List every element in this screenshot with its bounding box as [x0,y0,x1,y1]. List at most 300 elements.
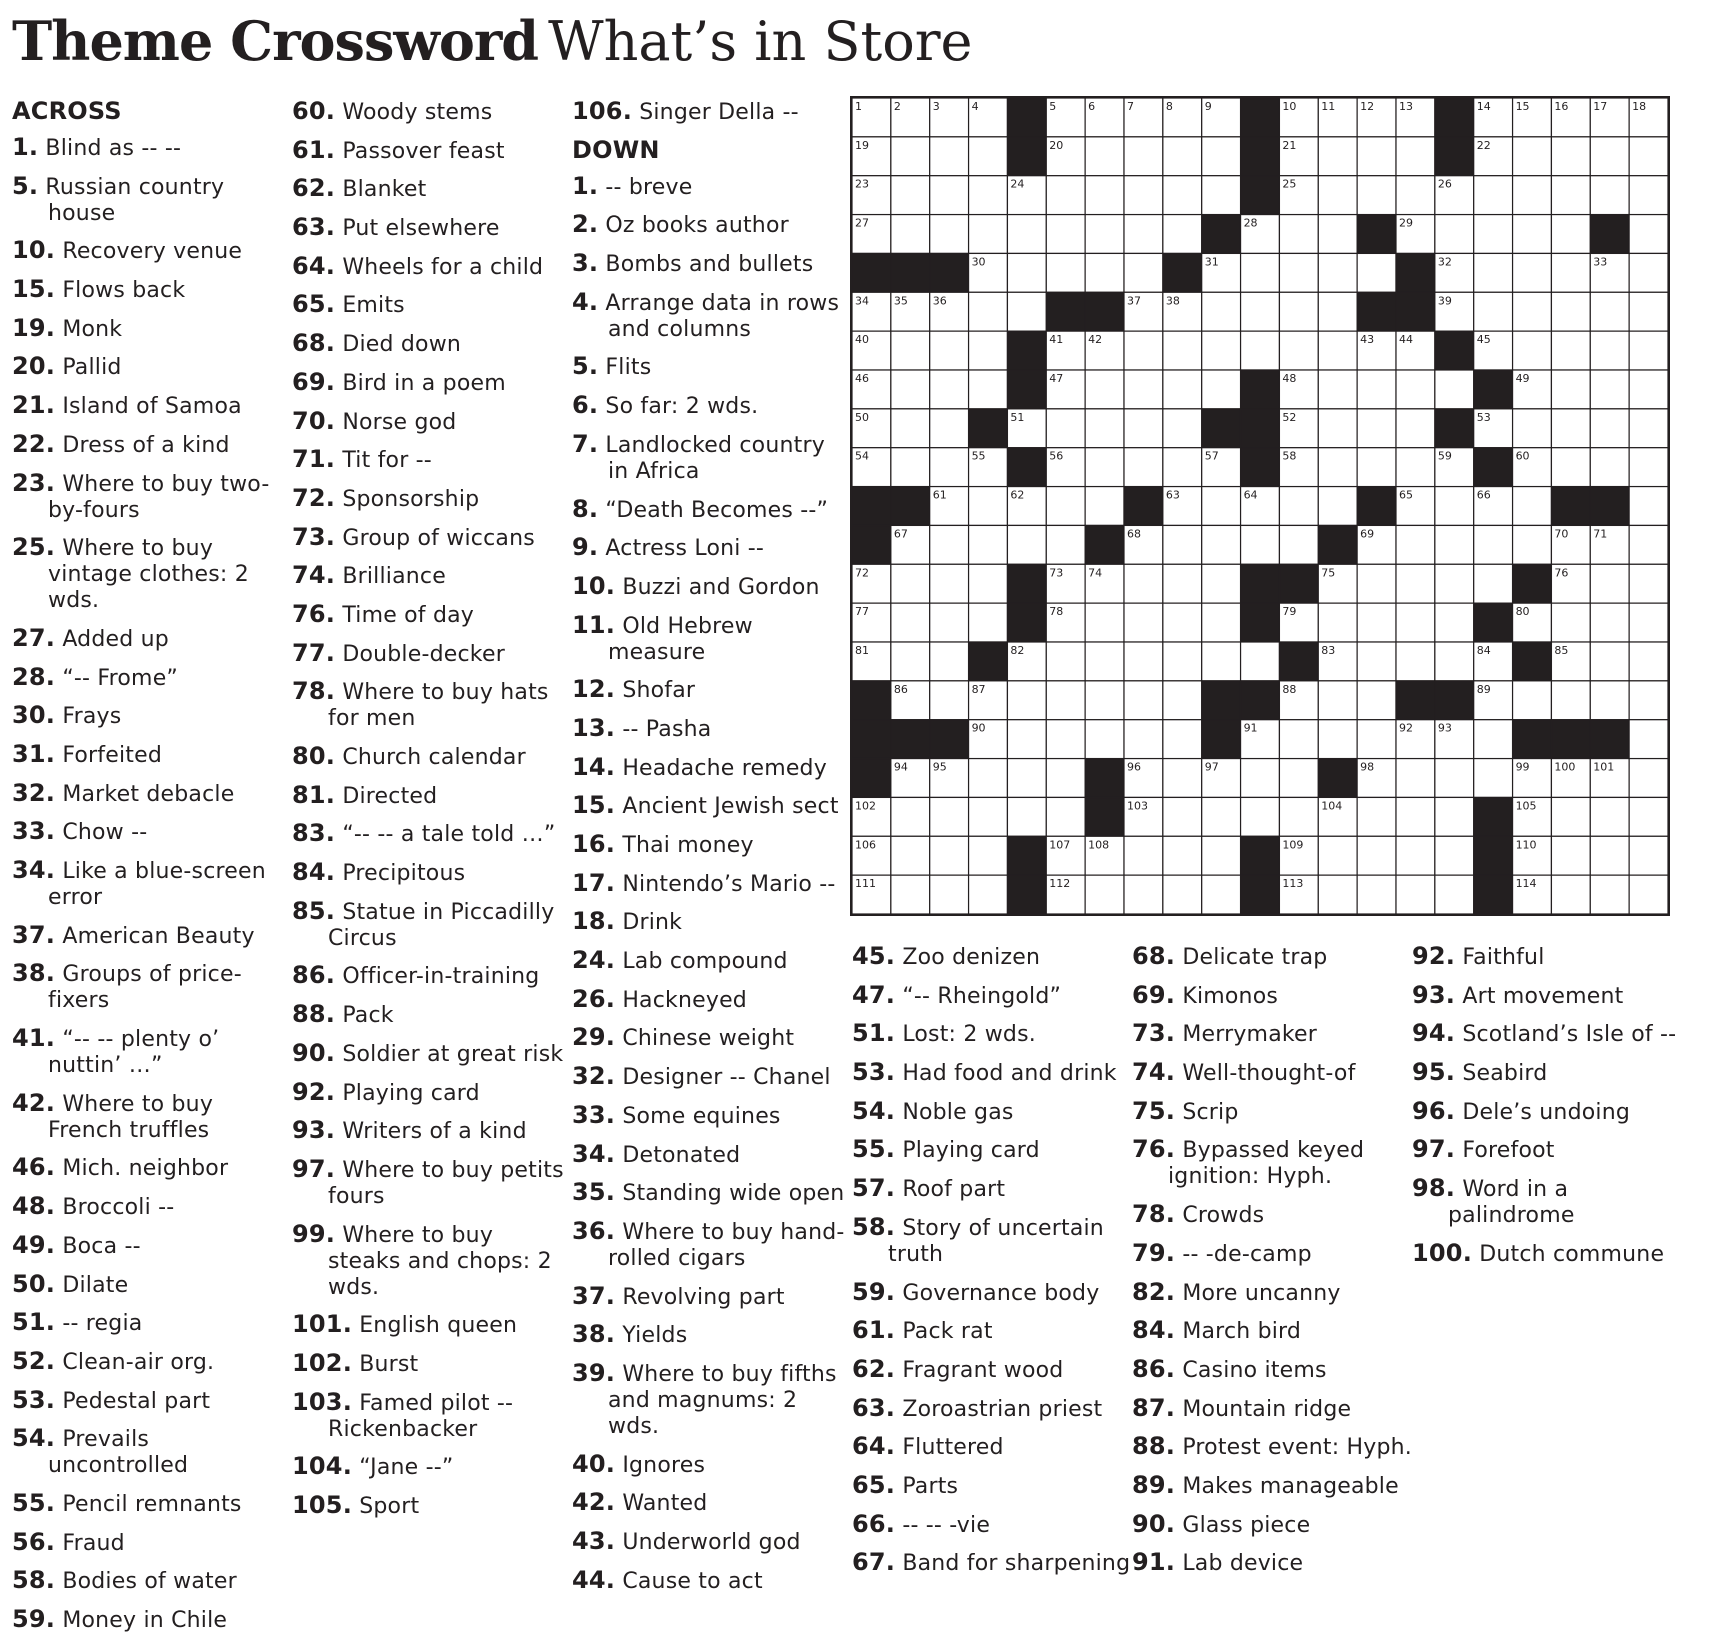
grid-cell[interactable] [1629,525,1668,564]
across-clue[interactable] [12,1271,292,1299]
grid-cell[interactable] [1085,720,1124,759]
down-clue[interactable] [572,1141,852,1169]
grid-cell[interactable] [1629,487,1668,526]
grid-cell[interactable] [1124,642,1163,681]
across-clue[interactable] [12,237,292,265]
grid-cell[interactable] [1124,681,1163,720]
grid-cell[interactable] [1241,292,1280,331]
across-clue[interactable] [12,173,292,227]
down-clue[interactable] [572,289,852,343]
across-clue[interactable] [12,1387,292,1415]
grid-cell[interactable] [1357,875,1396,914]
grid-cell[interactable] [1435,759,1474,798]
grid-cell[interactable] [1279,797,1318,836]
grid-cell[interactable] [1318,176,1357,215]
across-clue[interactable] [292,330,572,358]
down-clue[interactable] [852,1279,1132,1307]
grid-cell[interactable] [1202,797,1241,836]
grid-cell[interactable] [1085,448,1124,487]
grid-cell[interactable] [1202,642,1241,681]
grid-cell[interactable] [1435,875,1474,914]
grid-cell[interactable] [1124,176,1163,215]
grid-cell[interactable] [1551,797,1590,836]
grid-cell[interactable] [1124,137,1163,176]
grid-cell[interactable] [1629,409,1668,448]
across-clue[interactable] [292,782,572,810]
grid-cell[interactable] [1629,681,1668,720]
down-clue[interactable] [1412,1098,1692,1126]
across-clue[interactable] [12,1154,292,1182]
down-clue[interactable] [572,431,852,485]
down-clue[interactable] [572,986,852,1014]
grid-cell[interactable] [1279,720,1318,759]
down-clue[interactable] [852,1549,1132,1577]
across-clue[interactable] [292,743,572,771]
grid-cell[interactable] [1551,448,1590,487]
grid-cell[interactable] [1318,603,1357,642]
grid-cell[interactable] [1590,292,1629,331]
down-clue[interactable] [572,353,852,381]
grid-cell[interactable] [1279,215,1318,254]
down-clue[interactable] [572,612,852,666]
down-clue[interactable] [572,1179,852,1207]
grid-cell[interactable] [1046,487,1085,526]
grid-cell[interactable] [1007,720,1046,759]
grid-cell[interactable] [891,448,930,487]
grid-cell[interactable] [1474,564,1513,603]
grid-cell[interactable] [1357,137,1396,176]
grid-cell[interactable] [1318,370,1357,409]
grid-cell[interactable] [1357,836,1396,875]
grid-cell[interactable] [1124,215,1163,254]
grid-cell[interactable] [1163,448,1202,487]
grid-cell[interactable] [969,215,1008,254]
across-clue[interactable] [292,898,572,952]
down-clue[interactable] [852,1472,1132,1500]
grid-cell[interactable] [1357,564,1396,603]
grid-cell[interactable] [1085,487,1124,526]
grid-cell[interactable] [1163,176,1202,215]
grid-cell[interactable] [891,797,930,836]
grid-cell[interactable] [1163,409,1202,448]
across-clue[interactable] [292,640,572,668]
grid-cell[interactable] [1202,137,1241,176]
grid-cell[interactable] [1202,603,1241,642]
crossword-grid-svg[interactable] [852,98,1668,914]
across-clue[interactable] [12,315,292,343]
grid-cell[interactable] [1396,176,1435,215]
down-clue[interactable] [1132,1356,1412,1384]
grid-cell[interactable] [1513,176,1552,215]
across-clue[interactable] [12,1232,292,1260]
grid-cell[interactable] [1513,137,1552,176]
down-clue[interactable] [572,1567,852,1595]
across-clue[interactable] [292,962,572,990]
down-clue[interactable] [572,1360,852,1440]
grid-cell[interactable] [1124,253,1163,292]
down-clue[interactable] [1412,943,1692,971]
grid-cell[interactable] [1163,525,1202,564]
grid-cell[interactable] [1629,215,1668,254]
down-clue[interactable] [852,1511,1132,1539]
grid-cell[interactable] [1202,292,1241,331]
grid-cell[interactable] [1629,759,1668,798]
grid-cell[interactable] [1357,681,1396,720]
grid-cell[interactable] [1279,759,1318,798]
across-clue[interactable] [292,485,572,513]
down-clue[interactable] [852,1214,1132,1268]
grid-cell[interactable] [1396,642,1435,681]
across-clue[interactable] [572,98,852,126]
down-clue[interactable] [1132,1059,1412,1087]
grid-cell[interactable] [1396,409,1435,448]
grid-cell[interactable] [1551,836,1590,875]
grid-cell[interactable] [1241,253,1280,292]
grid-cell[interactable] [1435,642,1474,681]
grid-cell[interactable] [1085,215,1124,254]
grid-cell[interactable] [1629,875,1668,914]
grid-cell[interactable] [1590,137,1629,176]
grid-cell[interactable] [1396,448,1435,487]
grid-cell[interactable] [1551,370,1590,409]
across-clue[interactable] [292,859,572,887]
grid-cell[interactable] [1629,253,1668,292]
down-clue[interactable] [852,1059,1132,1087]
grid-cell[interactable] [930,525,969,564]
down-clue[interactable] [572,1321,852,1349]
across-clue[interactable] [12,922,292,950]
grid-cell[interactable] [1085,137,1124,176]
across-clue[interactable] [292,1221,572,1301]
grid-cell[interactable] [930,215,969,254]
grid-cell[interactable] [891,176,930,215]
down-clue[interactable] [572,831,852,859]
grid-cell[interactable] [969,370,1008,409]
grid-cell[interactable] [1124,836,1163,875]
grid-cell[interactable] [1085,370,1124,409]
down-clue[interactable] [852,1020,1132,1048]
grid-cell[interactable] [1590,331,1629,370]
grid-cell[interactable] [1007,253,1046,292]
grid-cell[interactable] [1202,487,1241,526]
down-clue[interactable] [852,1433,1132,1461]
grid-cell[interactable] [930,176,969,215]
grid-cell[interactable] [1551,331,1590,370]
grid-cell[interactable] [1007,797,1046,836]
down-clue[interactable] [572,1218,852,1272]
down-clue[interactable] [1132,1472,1412,1500]
grid-cell[interactable] [1357,448,1396,487]
grid-cell[interactable] [891,331,930,370]
across-clue[interactable] [292,524,572,552]
grid-cell[interactable] [1629,564,1668,603]
grid-cell[interactable] [1318,137,1357,176]
down-clue[interactable] [572,792,852,820]
grid-cell[interactable] [1202,875,1241,914]
across-clue[interactable] [292,408,572,436]
grid-cell[interactable] [1124,331,1163,370]
across-clue[interactable] [12,276,292,304]
grid-cell[interactable] [1513,525,1552,564]
grid-cell[interactable] [1629,331,1668,370]
grid-cell[interactable] [1124,409,1163,448]
across-clue[interactable] [12,1309,292,1337]
grid-cell[interactable] [1629,370,1668,409]
across-clue[interactable] [292,1156,572,1210]
across-clue[interactable] [292,1040,572,1068]
grid-cell[interactable] [930,797,969,836]
across-clue[interactable] [292,1350,572,1378]
grid-cell[interactable] [1551,176,1590,215]
across-clue[interactable] [292,137,572,165]
down-clue[interactable] [572,1489,852,1517]
down-clue[interactable] [572,754,852,782]
across-clue[interactable] [12,857,292,911]
grid-cell[interactable] [969,875,1008,914]
grid-cell[interactable] [1124,448,1163,487]
across-clue[interactable] [12,1090,292,1144]
grid-cell[interactable] [1551,409,1590,448]
grid-cell[interactable] [1551,215,1590,254]
grid-cell[interactable] [1085,409,1124,448]
down-clue[interactable] [572,173,852,201]
grid-cell[interactable] [1551,681,1590,720]
grid-cell[interactable] [969,603,1008,642]
grid-cell[interactable] [1435,603,1474,642]
grid-cell[interactable] [1590,176,1629,215]
grid-cell[interactable] [1551,137,1590,176]
down-clue[interactable] [572,715,852,743]
grid-cell[interactable] [1007,681,1046,720]
down-clue[interactable] [572,1024,852,1052]
across-clue[interactable] [292,369,572,397]
grid-cell[interactable] [1046,176,1085,215]
across-clue[interactable] [292,1492,572,1520]
grid-cell[interactable] [1124,720,1163,759]
grid-cell[interactable] [1629,603,1668,642]
down-clue[interactable] [852,943,1132,971]
grid-cell[interactable] [1357,642,1396,681]
grid-cell[interactable] [1590,603,1629,642]
grid-cell[interactable] [1202,370,1241,409]
grid-cell[interactable] [1318,331,1357,370]
grid-cell[interactable] [1241,525,1280,564]
down-clue[interactable] [1132,1136,1412,1190]
down-clue[interactable] [572,947,852,975]
across-clue[interactable] [292,253,572,281]
grid-cell[interactable] [1046,409,1085,448]
grid-cell[interactable] [1590,370,1629,409]
grid-cell[interactable] [1551,875,1590,914]
across-clue[interactable] [292,1389,572,1443]
grid-cell[interactable] [1396,836,1435,875]
grid-cell[interactable] [1318,253,1357,292]
down-clue[interactable] [1132,1240,1412,1268]
grid-cell[interactable] [930,370,969,409]
down-clue[interactable] [1412,1020,1692,1048]
across-clue[interactable] [292,1453,572,1481]
across-clue[interactable] [12,1025,292,1079]
grid-cell[interactable] [1435,836,1474,875]
grid-cell[interactable] [1590,681,1629,720]
grid-cell[interactable] [1396,525,1435,564]
grid-cell[interactable] [1163,759,1202,798]
grid-cell[interactable] [1357,370,1396,409]
grid-cell[interactable] [1396,564,1435,603]
grid-cell[interactable] [969,487,1008,526]
grid-cell[interactable] [1279,525,1318,564]
grid-cell[interactable] [891,875,930,914]
across-clue[interactable] [12,534,292,614]
down-clue[interactable] [572,1451,852,1479]
grid-cell[interactable] [1163,681,1202,720]
grid-cell[interactable] [969,564,1008,603]
grid-cell[interactable] [930,137,969,176]
down-clue[interactable] [572,870,852,898]
grid-cell[interactable] [1085,642,1124,681]
grid-cell[interactable] [1435,525,1474,564]
grid-cell[interactable] [1163,875,1202,914]
grid-cell[interactable] [1396,137,1435,176]
grid-cell[interactable] [891,603,930,642]
grid-cell[interactable] [1396,370,1435,409]
grid-cell[interactable] [969,797,1008,836]
down-clue[interactable] [572,392,852,420]
grid-cell[interactable] [1124,564,1163,603]
across-clue[interactable] [292,291,572,319]
across-clue[interactable] [12,741,292,769]
down-clue[interactable] [572,676,852,704]
grid-cell[interactable] [1318,836,1357,875]
grid-cell[interactable] [1046,215,1085,254]
across-clue[interactable] [292,98,572,126]
grid-cell[interactable] [1163,370,1202,409]
grid-cell[interactable] [1046,253,1085,292]
grid-cell[interactable] [1590,836,1629,875]
grid-cell[interactable] [1279,292,1318,331]
grid-cell[interactable] [1163,215,1202,254]
across-clue[interactable] [292,175,572,203]
down-clue[interactable] [572,1063,852,1091]
grid-cell[interactable] [1163,720,1202,759]
grid-cell[interactable] [969,137,1008,176]
grid-cell[interactable] [1513,487,1552,526]
grid-cell[interactable] [1629,642,1668,681]
grid-cell[interactable] [1357,176,1396,215]
down-clue[interactable] [852,1098,1132,1126]
grid-cell[interactable] [1163,642,1202,681]
grid-cell[interactable] [930,331,969,370]
grid-cell[interactable] [1629,720,1668,759]
down-clue[interactable] [572,1102,852,1130]
grid-cell[interactable] [1007,215,1046,254]
across-clue[interactable] [292,214,572,242]
grid-cell[interactable] [891,642,930,681]
down-clue[interactable] [572,534,852,562]
grid-cell[interactable] [1474,292,1513,331]
across-clue[interactable] [12,625,292,653]
across-clue[interactable] [12,1529,292,1557]
across-clue[interactable] [292,446,572,474]
grid-cell[interactable] [1474,759,1513,798]
across-clue[interactable] [12,780,292,808]
grid-cell[interactable] [1318,215,1357,254]
grid-cell[interactable] [1046,642,1085,681]
down-clue[interactable] [572,496,852,524]
grid-cell[interactable] [1241,797,1280,836]
down-clue[interactable] [1132,1279,1412,1307]
grid-cell[interactable] [930,448,969,487]
down-clue[interactable] [852,1356,1132,1384]
down-clue[interactable] [852,1136,1132,1164]
grid-cell[interactable] [1474,215,1513,254]
grid-cell[interactable] [1318,448,1357,487]
grid-cell[interactable] [1396,875,1435,914]
down-clue[interactable] [1132,982,1412,1010]
down-clue[interactable] [1132,1549,1412,1577]
down-clue[interactable] [1132,1317,1412,1345]
grid-cell[interactable] [1357,603,1396,642]
down-clue[interactable] [572,250,852,278]
across-clue[interactable] [12,1490,292,1518]
down-clue[interactable] [1132,1395,1412,1423]
grid-cell[interactable] [1007,292,1046,331]
grid-cell[interactable] [891,137,930,176]
grid-cell[interactable] [1318,875,1357,914]
grid-cell[interactable] [1279,253,1318,292]
grid-cell[interactable] [969,759,1008,798]
grid-cell[interactable] [969,836,1008,875]
down-clue[interactable] [1412,1059,1692,1087]
grid-cell[interactable] [1007,525,1046,564]
across-clue[interactable] [12,470,292,524]
grid-cell[interactable] [891,564,930,603]
down-clue[interactable] [1132,1433,1412,1461]
across-clue[interactable] [292,1117,572,1145]
grid-cell[interactable] [1085,253,1124,292]
grid-cell[interactable] [1085,681,1124,720]
grid-cell[interactable] [1085,603,1124,642]
across-clue[interactable] [12,134,292,162]
down-clue[interactable] [572,908,852,936]
down-clue[interactable] [1412,1175,1692,1229]
across-clue[interactable] [12,818,292,846]
down-clue[interactable] [1412,982,1692,1010]
grid-cell[interactable] [1046,681,1085,720]
grid-cell[interactable] [1629,176,1668,215]
grid-cell[interactable] [1124,875,1163,914]
across-clue[interactable] [292,1079,572,1107]
grid-cell[interactable] [1241,759,1280,798]
across-clue[interactable] [12,1606,292,1634]
grid-cell[interactable] [1474,525,1513,564]
down-clue[interactable] [1132,1201,1412,1229]
grid-cell[interactable] [930,409,969,448]
grid-cell[interactable] [1046,720,1085,759]
down-clue[interactable] [852,982,1132,1010]
across-clue[interactable] [292,562,572,590]
grid-cell[interactable] [1629,137,1668,176]
grid-cell[interactable] [1318,292,1357,331]
grid-cell[interactable] [1046,525,1085,564]
across-clue[interactable] [292,820,572,848]
grid-cell[interactable] [1357,253,1396,292]
down-clue[interactable] [1412,1240,1692,1268]
grid-cell[interactable] [1124,603,1163,642]
grid-cell[interactable] [1435,487,1474,526]
grid-cell[interactable] [1551,253,1590,292]
grid-cell[interactable] [1241,331,1280,370]
